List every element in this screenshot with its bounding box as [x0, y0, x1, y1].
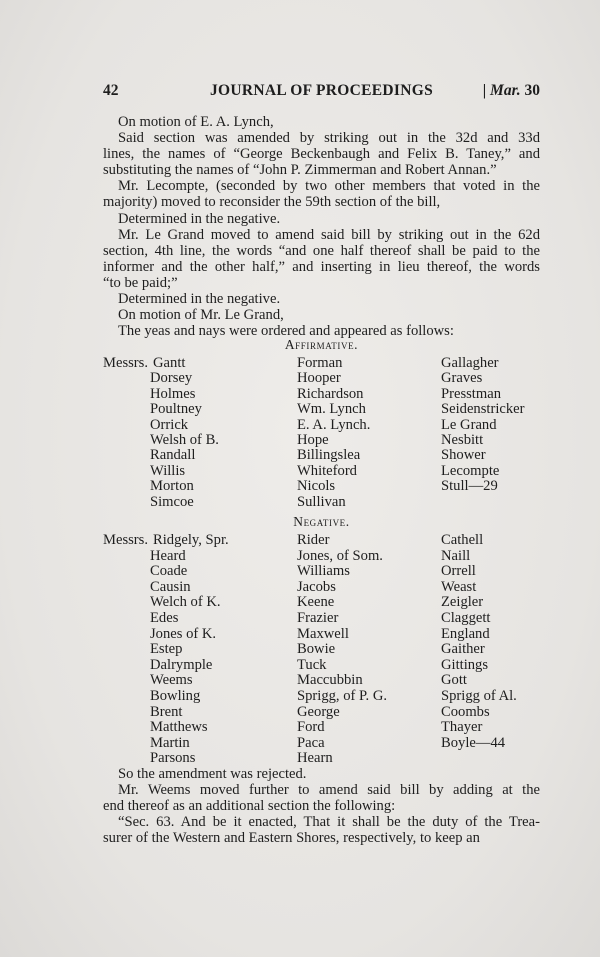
member-name: Bowie	[297, 641, 336, 658]
paragraph	[103, 227, 540, 291]
member-name: Hope	[297, 431, 329, 448]
vote-row	[103, 641, 540, 657]
member-name: Seidenstricker	[441, 401, 525, 418]
member-name: Morton	[150, 478, 194, 495]
vote-row	[103, 463, 540, 478]
journal-title: JOURNAL OF PROCEEDINGS	[209, 82, 434, 99]
paragraph	[103, 814, 540, 846]
vote-row	[103, 401, 540, 416]
vote-row	[103, 594, 540, 610]
messrs-prefix: Messrs.	[103, 355, 148, 371]
member-name: Shower	[441, 447, 486, 464]
member-name: Sprigg, of P. G.	[297, 687, 388, 704]
member-name: Stull—29	[441, 478, 498, 495]
text-line: substituting the names of “John P. Zimmerman and Robert Annan.”	[103, 162, 497, 179]
member-name: Ford	[297, 719, 325, 736]
member-name: Dalrymple	[150, 656, 213, 673]
member-name: Gott	[441, 672, 467, 689]
text-line: surer of the Western and Eastern Shores, respectively, to keep an	[103, 830, 480, 847]
member-name: Jones of K.	[150, 625, 217, 642]
member-name: Willis	[150, 462, 186, 479]
closing-text	[103, 766, 540, 846]
text-line: end thereof as an additional section the following:	[103, 798, 396, 815]
member-name: E. A. Lynch.	[297, 416, 371, 433]
member-name: Gallagher	[441, 355, 499, 371]
member-name: Hooper	[297, 370, 341, 387]
member-name: Graves	[441, 370, 483, 387]
member-name: Heard	[150, 547, 186, 564]
text-line: lines, the names of “George Beckenbaugh and Felix B. Taney,” and	[103, 146, 540, 163]
text-line: majority) moved to reconsider the 59th section of the bill,	[103, 194, 441, 211]
member-name: Gaither	[441, 641, 485, 658]
member-name: Sprigg of Al.	[441, 687, 517, 704]
member-name: Bowling	[150, 687, 201, 704]
member-name: Whiteford	[297, 462, 357, 479]
vote-row	[103, 355, 540, 370]
vote-row	[103, 532, 540, 548]
member-name: Claggett	[441, 609, 491, 626]
member-name: Presstman	[441, 385, 501, 402]
vote-row	[103, 579, 540, 595]
text-line: The yeas and nays were ordered and appeared as follows:	[118, 323, 454, 340]
member-name: Frazier	[297, 609, 339, 626]
vote-row	[103, 478, 540, 493]
member-name: Martin	[150, 734, 190, 751]
vote-row	[103, 626, 540, 642]
member-name: Dorsey	[150, 370, 193, 387]
member-name: Randall	[150, 447, 196, 464]
vote-row	[103, 735, 540, 751]
paragraph	[103, 130, 540, 178]
text-line: “Sec. 63. And be it enacted, That it shall be the duty of the Trea-	[118, 814, 540, 831]
text-line: “to be paid;”	[103, 274, 178, 291]
member-name: Brent	[150, 703, 183, 720]
affirmative-heading: Affirmative.	[284, 337, 359, 352]
header-date: | Mar. 30	[482, 82, 540, 99]
header-day: 30	[524, 82, 540, 99]
text-line: section, 4th line, the words “and one half thereof shall be paid to the	[103, 242, 540, 259]
affirmative-list	[103, 355, 540, 509]
vote-row	[103, 370, 540, 385]
member-name: Thayer	[441, 719, 483, 736]
vote-row	[103, 688, 540, 704]
member-name: Tuck	[297, 656, 327, 673]
header-month: Mar.	[490, 82, 521, 99]
member-name: Causin	[150, 578, 191, 595]
paragraph	[103, 178, 540, 210]
member-name: Coombs	[441, 703, 490, 720]
text-line: Mr. Le Grand moved to amend said bill by striking out in the 62d	[118, 226, 540, 243]
member-name: Ridgely, Spr.	[153, 532, 229, 548]
vote-row	[103, 704, 540, 720]
member-name: Estep	[150, 641, 183, 658]
member-name: Parsons	[150, 750, 196, 767]
member-name: Maccubbin	[297, 672, 363, 689]
member-name: Weast	[441, 578, 477, 595]
text-line: Said section was amended by striking out in the 32d and 33d	[118, 130, 540, 147]
member-name: Simcoe	[150, 493, 194, 510]
member-name: George	[297, 703, 340, 720]
text-line: So the amendment was rejected.	[118, 766, 307, 782]
member-name: Boyle—44	[441, 734, 506, 751]
text-line: On motion of Mr. Le Grand,	[118, 307, 284, 324]
vote-row	[103, 719, 540, 735]
vote-row	[103, 386, 540, 401]
member-name: Hearn	[297, 750, 333, 767]
member-name: Coade	[150, 563, 188, 580]
member-name: Williams	[297, 563, 350, 580]
member-name: Welsh of B.	[150, 431, 219, 448]
text-line: Mr. Lecompte, (seconded by two other members that voted in the	[118, 178, 540, 195]
paragraph	[103, 307, 540, 323]
member-name: Lecompte	[441, 462, 500, 479]
member-name: England	[441, 625, 490, 642]
member-name: Richardson	[297, 385, 364, 402]
text-line: Determined in the negative.	[118, 291, 281, 308]
vote-row	[103, 563, 540, 579]
negative-list	[103, 532, 540, 766]
messrs-prefix: Messrs.	[103, 532, 148, 548]
vote-row	[103, 657, 540, 673]
member-name: Matthews	[150, 719, 208, 736]
member-name: Keene	[297, 594, 335, 611]
member-name: Orrell	[441, 563, 476, 580]
vote-row	[103, 432, 540, 447]
member-name: Wm. Lynch	[297, 401, 366, 418]
paragraph	[103, 211, 540, 227]
paragraph	[103, 766, 540, 782]
paragraph	[103, 291, 540, 307]
vote-row	[103, 672, 540, 688]
text-line: Determined in the negative.	[118, 210, 281, 227]
vote-row	[103, 548, 540, 564]
member-name: Naill	[441, 547, 471, 564]
vote-row	[103, 610, 540, 626]
member-name: Nicols	[297, 478, 336, 495]
text-line: informer and the other half,” and inserting in lieu thereof, the words	[103, 258, 540, 275]
running-header	[103, 82, 540, 102]
vote-row	[103, 417, 540, 432]
member-name: Nesbitt	[441, 431, 484, 448]
member-name: Jones, of Som.	[297, 547, 383, 564]
member-name: Poultney	[150, 401, 202, 418]
member-name: Le Grand	[441, 416, 497, 433]
member-name: Paca	[297, 734, 325, 751]
member-name: Maxwell	[297, 625, 349, 642]
page-number: 42	[103, 82, 119, 99]
member-name: Gantt	[153, 355, 186, 371]
member-name: Jacobs	[297, 578, 336, 595]
member-name: Edes	[150, 609, 179, 626]
vote-row	[103, 494, 540, 509]
text-line: On motion of E. A. Lynch,	[118, 114, 274, 130]
member-name: Orrick	[150, 416, 189, 433]
negative-heading: Negative.	[293, 514, 350, 529]
vote-row	[103, 750, 540, 766]
vote-row	[103, 447, 540, 462]
member-name: Sullivan	[297, 493, 346, 510]
text-line: Mr. Weems moved further to amend said bill by adding at the	[118, 782, 540, 799]
member-name: Forman	[297, 355, 343, 371]
member-name: Welch of K.	[150, 594, 221, 611]
member-name: Gittings	[441, 656, 489, 673]
member-name: Billingslea	[297, 447, 361, 464]
intro-text	[103, 114, 540, 339]
member-name: Zeigler	[441, 594, 484, 611]
member-name: Rider	[297, 532, 330, 548]
paragraph	[103, 782, 540, 814]
member-name: Weems	[150, 672, 193, 689]
member-name: Cathell	[441, 532, 484, 548]
member-name: Holmes	[150, 385, 196, 402]
paragraph	[103, 114, 540, 130]
